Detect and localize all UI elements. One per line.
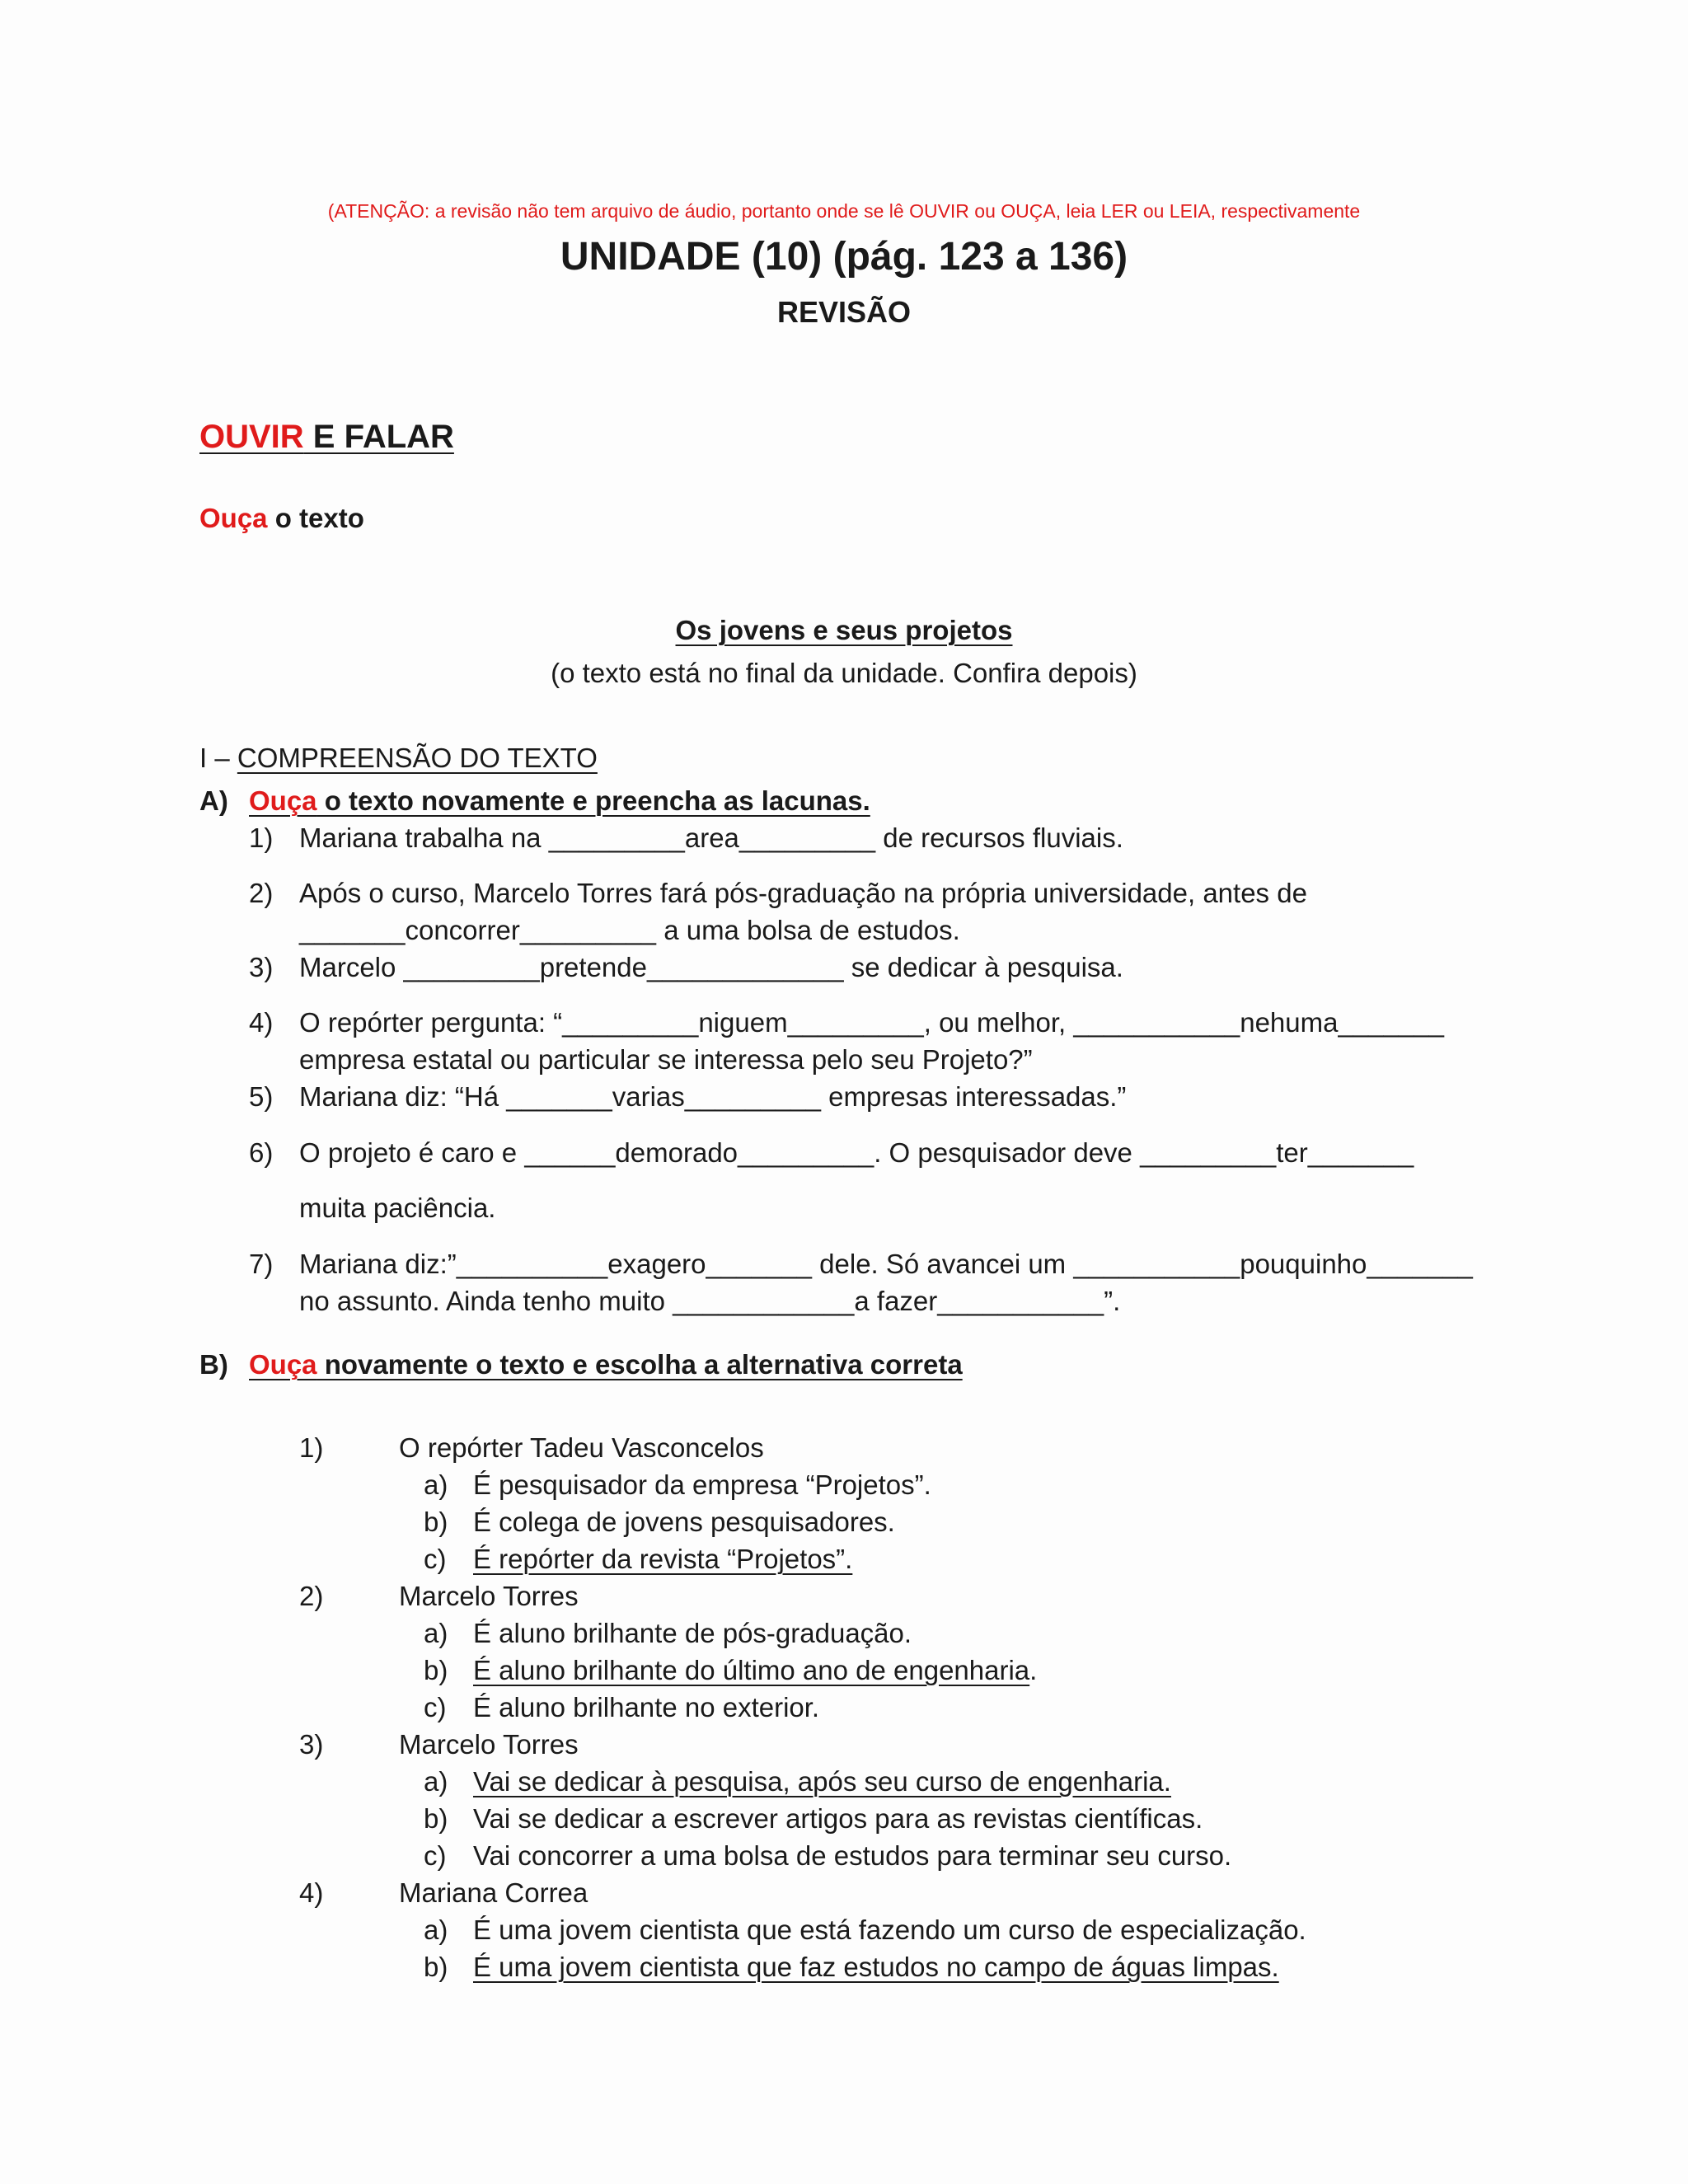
option-tail: . bbox=[1029, 1655, 1038, 1685]
question-text: Mariana Correa bbox=[399, 1877, 588, 1908]
partB-letter: B) bbox=[199, 1349, 228, 1380]
option-letter: a) bbox=[424, 1915, 448, 1945]
partA-instruction-rest: o texto novamente e preencha as lacunas. bbox=[316, 785, 870, 816]
option-letter: c) bbox=[424, 1840, 447, 1871]
option-text: É pesquisador da empresa “Projetos”. bbox=[473, 1469, 931, 1500]
partB-instruction bbox=[249, 1349, 963, 1380]
fill-item-line: O repórter pergunta: “_________niguem_________, ou melhor, ___________nehuma_______ bbox=[299, 1007, 1444, 1038]
fill-item-line: no assunto. Ainda tenho muito ____________a fazer___________”. bbox=[299, 1286, 1121, 1316]
fill-item-number: 7) bbox=[249, 1249, 274, 1279]
option-letter: b) bbox=[424, 1507, 448, 1537]
text-note: (o texto está no final da unidade. Confira depois) bbox=[551, 658, 1137, 688]
option-letter: c) bbox=[424, 1544, 447, 1574]
section-heading-red: OUVIR bbox=[199, 419, 304, 455]
fill-item-line: _______concorrer_________ a uma bolsa de estudos. bbox=[299, 915, 960, 945]
option-text: Vai concorrer a uma bolsa de estudos para terminar seu curso. bbox=[473, 1840, 1232, 1871]
review-title: REVISÃO bbox=[776, 295, 912, 329]
option-letter: c) bbox=[424, 1692, 447, 1722]
partA-instruction bbox=[249, 785, 870, 817]
option-letter: a) bbox=[424, 1766, 448, 1797]
option-text: É colega de jovens pesquisadores. bbox=[473, 1507, 895, 1537]
section-heading bbox=[199, 419, 454, 456]
option-letter: a) bbox=[424, 1618, 448, 1648]
option-letter: b) bbox=[424, 1655, 448, 1685]
partB-instruction-rest: novamente o texto e escolha a alternativa correta bbox=[316, 1349, 963, 1380]
partA-letter: A) bbox=[199, 785, 228, 816]
fill-item-line: Mariana diz:”__________exagero_______ dele. Só avancei um ___________pouquinho_______ bbox=[299, 1249, 1473, 1279]
question-text: O repórter Tadeu Vasconcelos bbox=[399, 1432, 764, 1463]
fill-item-number: 4) bbox=[249, 1007, 274, 1038]
question-number: 2) bbox=[299, 1581, 324, 1611]
fill-item-number: 6) bbox=[249, 1137, 274, 1168]
fill-item-line: Marcelo _________pretende_____________ se dedicar à pesquisa. bbox=[299, 952, 1123, 982]
listen-instruction-red: Ouça bbox=[199, 503, 268, 533]
option-text: É uma jovem cientista que está fazendo um curso de especialização. bbox=[473, 1915, 1306, 1945]
option-letter: b) bbox=[424, 1803, 448, 1834]
question-text: Marcelo Torres bbox=[399, 1729, 579, 1760]
option-text-correct: Vai se dedicar à pesquisa, após seu curso de engenharia. bbox=[473, 1766, 1171, 1797]
part1-heading bbox=[199, 743, 598, 774]
fill-item-line: Mariana diz: “Há _______varias_________ empresas interessadas.” bbox=[299, 1081, 1127, 1112]
partA-instruction-red: Ouça bbox=[249, 785, 317, 816]
option-text-correct: É aluno brilhante do último ano de engenharia bbox=[473, 1655, 1030, 1685]
option-text-correct: É uma jovem cientista que faz estudos no campo de águas limpas. bbox=[473, 1952, 1279, 1982]
fill-item-number: 2) bbox=[249, 878, 274, 908]
part1-title: COMPREENSÃO DO TEXTO bbox=[237, 743, 598, 773]
fill-item-line: empresa estatal ou particular se interessa pelo seu Projeto?” bbox=[299, 1044, 1033, 1075]
part1-prefix: I – bbox=[199, 743, 237, 773]
unit-title: UNIDADE (10) (pág. 123 a 136) bbox=[560, 235, 1128, 279]
option-letter: a) bbox=[424, 1469, 448, 1500]
fill-item-number: 1) bbox=[249, 823, 274, 853]
fill-item-number: 3) bbox=[249, 952, 274, 982]
fill-item-number: 5) bbox=[249, 1081, 274, 1112]
question-text: Marcelo Torres bbox=[399, 1581, 579, 1611]
partB-instruction-red: Ouça bbox=[249, 1349, 317, 1380]
text-title-wrap bbox=[0, 615, 1688, 646]
text-title: Os jovens e seus projetos bbox=[675, 615, 1013, 645]
fill-item-line: muita paciência. bbox=[299, 1193, 496, 1223]
fill-item-line: Após o curso, Marcelo Torres fará pós-graduação na própria universidade, antes de bbox=[299, 878, 1307, 908]
fill-item-line: O projeto é caro e ______demorado_________. O pesquisador deve _________ter_______ bbox=[299, 1137, 1414, 1168]
option-text-correct: É repórter da revista “Projetos”. bbox=[473, 1544, 853, 1574]
listen-instruction bbox=[199, 503, 364, 534]
question-number: 4) bbox=[299, 1877, 324, 1908]
attention-notice: (ATENÇÃO: a revisão não tem arquivo de áudio, portanto onde se lê OUVIR ou OUÇA, leia LER ou LEIA, respectivamente bbox=[327, 200, 1361, 222]
question-number: 1) bbox=[299, 1432, 324, 1463]
section-heading-rest: E FALAR bbox=[303, 419, 454, 455]
option-line bbox=[473, 1655, 1037, 1686]
fill-item-line: Mariana trabalha na _________area_________ de recursos fluviais. bbox=[299, 823, 1123, 853]
option-text: É aluno brilhante de pós-graduação. bbox=[473, 1618, 912, 1648]
option-letter: b) bbox=[424, 1952, 448, 1982]
listen-instruction-rest: o texto bbox=[267, 503, 364, 533]
option-text: É aluno brilhante no exterior. bbox=[473, 1692, 820, 1722]
question-number: 3) bbox=[299, 1729, 324, 1760]
option-text: Vai se dedicar a escrever artigos para as revistas científicas. bbox=[473, 1803, 1203, 1834]
